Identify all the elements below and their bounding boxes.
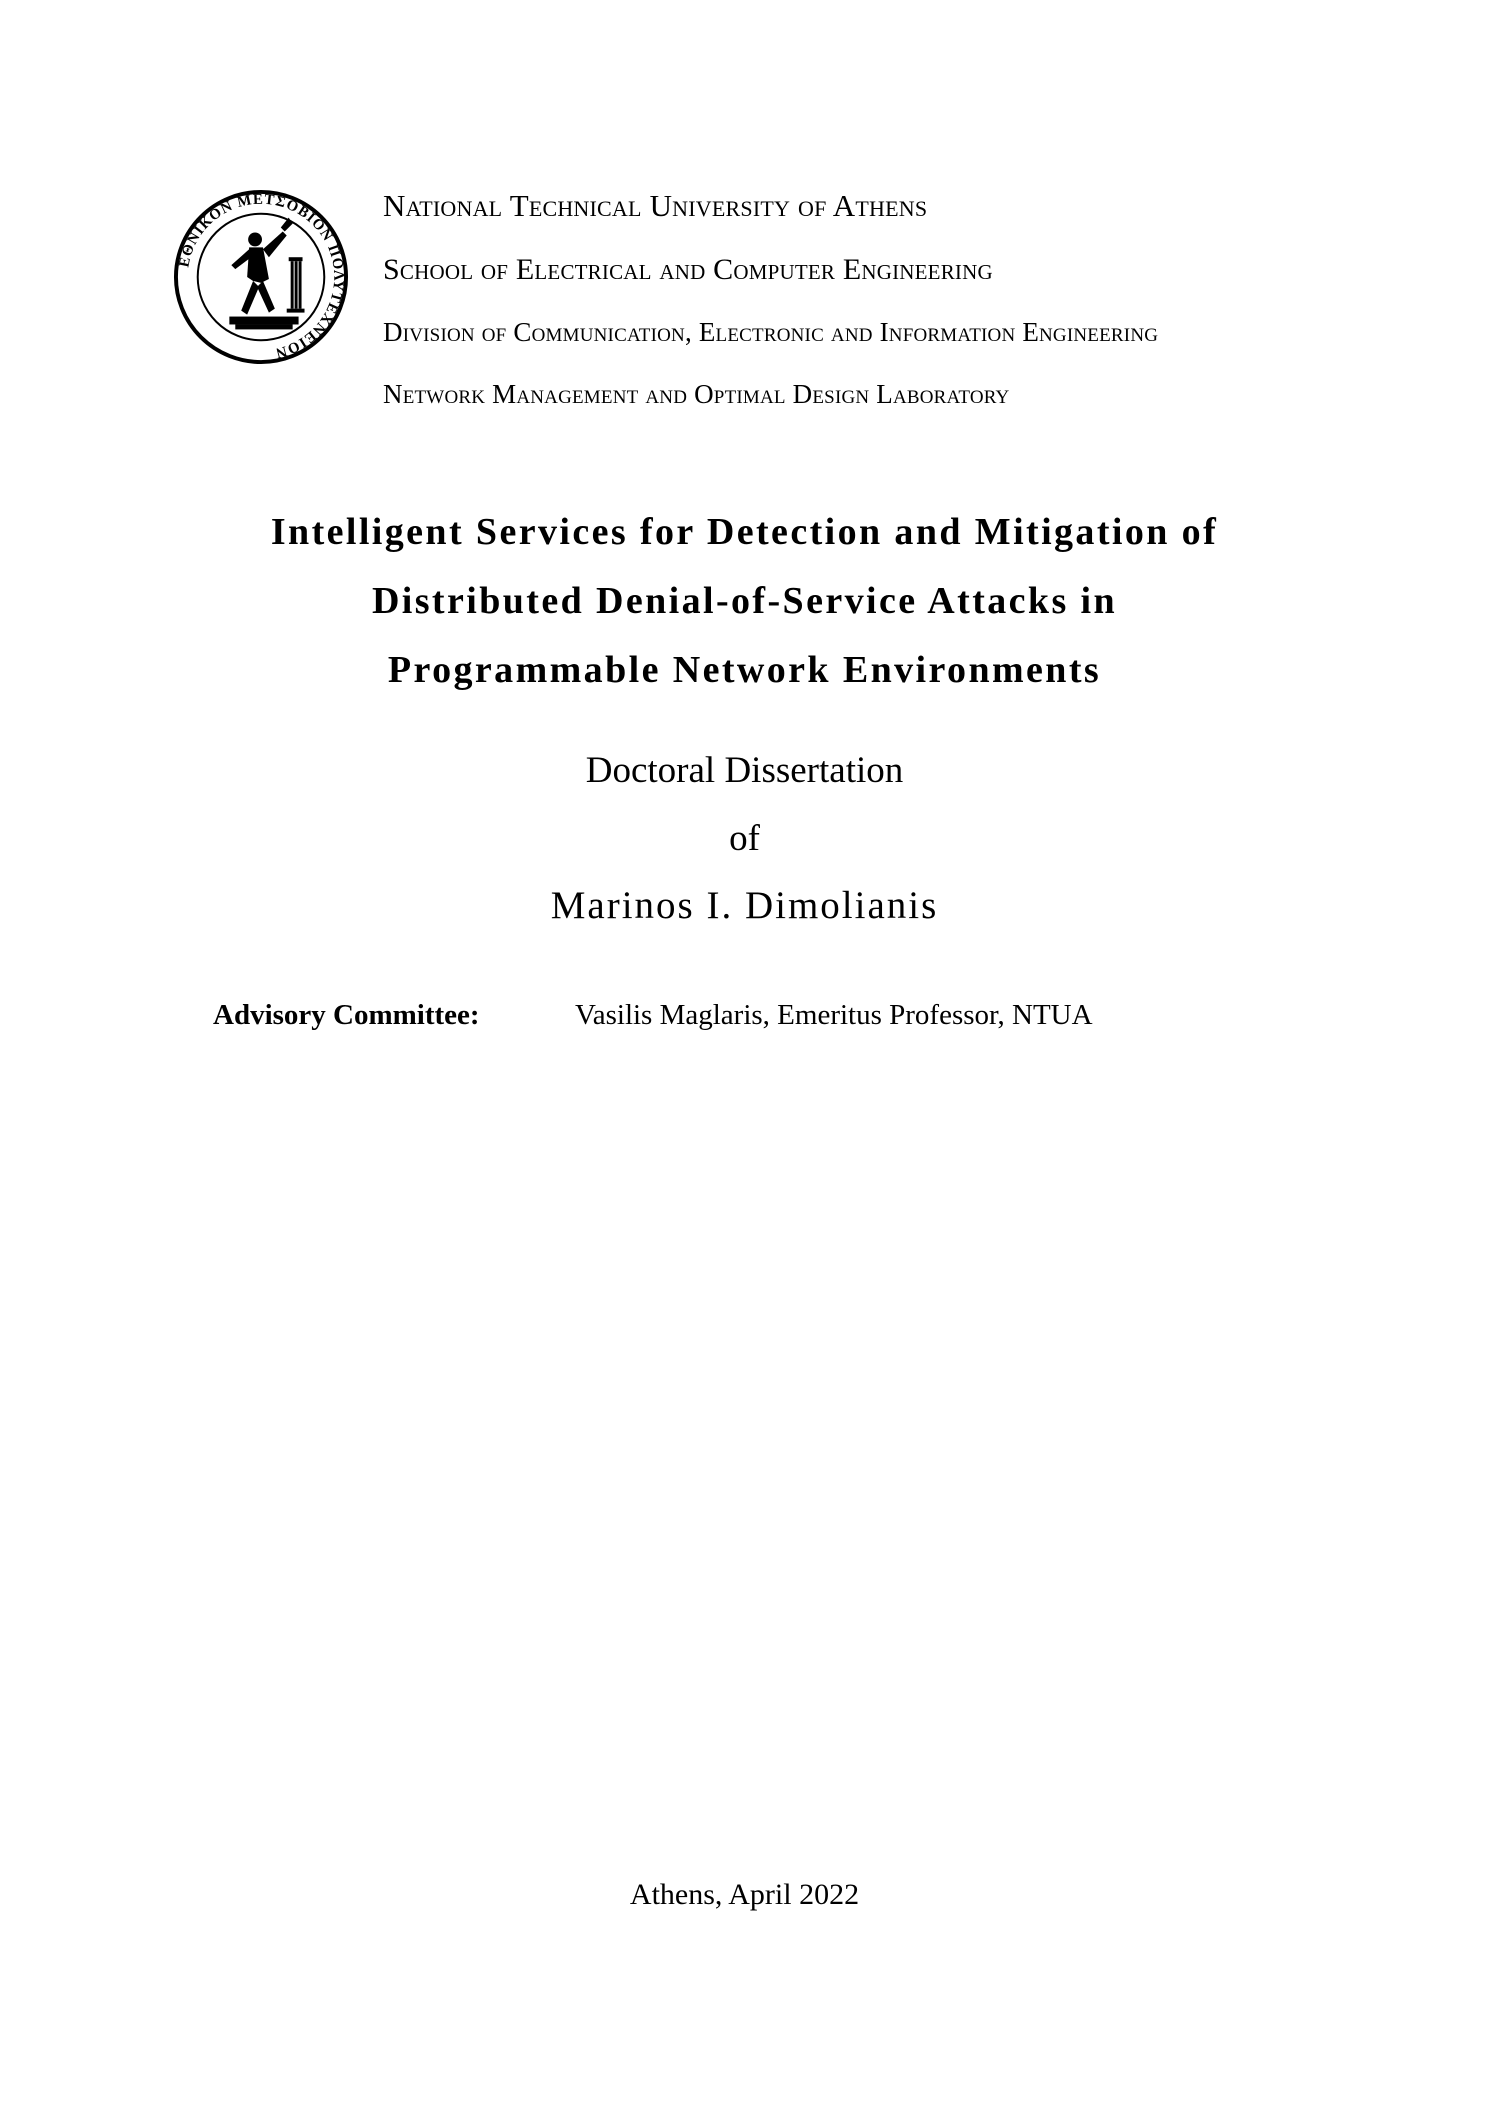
university-seal-logo bbox=[172, 188, 350, 366]
svg-text:ΕΘΝΙΚΟΝ ΜΕΤΣΟΒΙΟΝ ΠΟΛΥΤΕΧΝΕΙΟΝ: ΕΘΝΙΚΟΝ ΜΕΤΣΟΒΙΟΝ ΠΟΛΥΤΕΧΝΕΙΟΝ bbox=[176, 191, 347, 361]
of-connector: of bbox=[729, 818, 760, 859]
laboratory-name: Network Management and Optimal Design Laboratory bbox=[383, 379, 1010, 409]
dissertation-type: Doctoral Dissertation bbox=[585, 750, 904, 791]
author-name: Marinos I. Dimolianis bbox=[550, 884, 939, 927]
university-name: National Technical University of Athens bbox=[383, 188, 928, 223]
dissertation-title-line-2: Distributed Denial-of-Service Attacks in bbox=[371, 580, 1118, 622]
dissertation-title-line-3: Programmable Network Environments bbox=[387, 649, 1102, 691]
dissertation-title-line-1: Intelligent Services for Detection and Mitigation of bbox=[270, 511, 1219, 553]
advisory-committee-label: Advisory Committee: bbox=[213, 999, 480, 1031]
seal-emblem-icon bbox=[172, 188, 350, 366]
place-and-date: Athens, April 2022 bbox=[629, 1878, 860, 1911]
division-name: Division of Communication, Electronic and Information Engineering bbox=[383, 317, 1159, 347]
school-name: School of Electrical and Computer Engineering bbox=[383, 253, 993, 286]
advisory-committee-member: Vasilis Maglaris, Emeritus Professor, NTUA bbox=[575, 999, 1093, 1031]
